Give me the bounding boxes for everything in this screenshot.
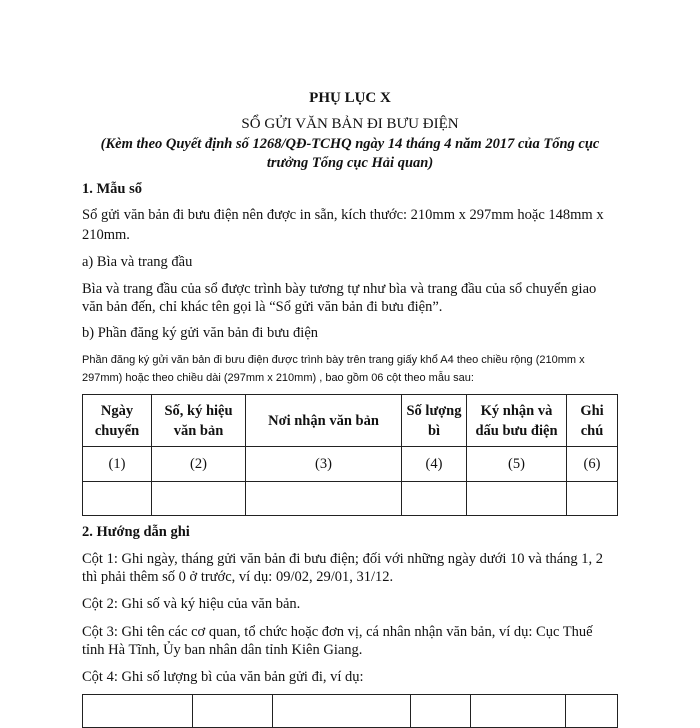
example-table-row <box>83 695 618 728</box>
table-empty-row <box>83 482 618 516</box>
section1-heading: 1. Mẫu sổ <box>82 181 143 197</box>
decision-note-line1: (Kèm theo Quyết định số 1268/QĐ-TCHQ ngày 14 tháng 4 năm 2017 của Tổng cục <box>100 136 600 152</box>
empty-cell <box>566 695 618 728</box>
section1-para1-line1: Sổ gửi văn bản đi bưu điện nên được in sẵn, kích thước: 210mm x 297mm hoặc 148mm x <box>82 207 604 223</box>
empty-cell <box>467 482 567 516</box>
example-table-top-edge <box>82 694 618 728</box>
header-recipient: Nơi nhận văn bản <box>246 395 402 447</box>
col2-guide: Cột 2: Ghi số và ký hiệu của văn bản. <box>82 596 301 612</box>
empty-cell <box>411 695 471 728</box>
column-number: (4) <box>402 447 467 482</box>
col3-line2: tỉnh Hà Tĩnh, Ủy ban nhân dân tỉnh Kiên Giang. <box>82 642 363 658</box>
col1-line1: Cột 1: Ghi ngày, tháng gửi văn bản đi bưu điện; đối với những ngày dưới 10 và tháng 1, 2 <box>82 551 604 567</box>
decision-note-line2: trưởng Tổng cục Hải quan) <box>266 155 434 171</box>
header-date: Ngày chuyển <box>83 395 152 447</box>
section2-heading: 2. Hướng dẫn ghi <box>82 524 190 540</box>
empty-cell <box>152 482 246 516</box>
empty-cell <box>567 482 618 516</box>
empty-cell <box>83 695 193 728</box>
header-note: Ghi chú <box>567 395 618 447</box>
column-number: (1) <box>83 447 152 482</box>
empty-cell <box>193 695 273 728</box>
empty-cell <box>402 482 467 516</box>
section1-sub-a: a) Bìa và trang đầu <box>82 254 193 270</box>
appendix-title: PHỤ LỤC X <box>309 90 391 106</box>
empty-cell <box>471 695 566 728</box>
column-number: (5) <box>467 447 567 482</box>
section1-sub-b: b) Phần đăng ký gửi văn bản đi bưu điện <box>82 325 319 341</box>
table-header-row <box>83 395 618 447</box>
section1-small-line2: 297mm) hoặc theo chiều dài (297mm x 210mm) , bao gồm 06 cột theo mẫu sau: <box>82 372 474 384</box>
header-envelope-count: Số lượng bì <box>402 395 467 447</box>
document-subtitle: SỔ GỬI VĂN BẢN ĐI BƯU ĐIỆN <box>241 116 459 132</box>
section1-small-line1: Phần đăng ký gửi văn bản đi bưu điện được trình bày trên trang giấy khổ A4 theo chiều rộng (210mm x <box>82 354 585 366</box>
header-number-symbol: Số, ký hiệu văn bản <box>152 395 246 447</box>
empty-cell <box>273 695 411 728</box>
col4-guide: Cột 4: Ghi số lượng bì của văn bản gửi đi, ví dụ: <box>82 669 364 685</box>
column-number: (6) <box>567 447 618 482</box>
empty-cell <box>246 482 402 516</box>
table-number-row <box>83 447 618 482</box>
empty-cell <box>83 482 152 516</box>
column-number: (3) <box>246 447 402 482</box>
register-table <box>82 394 618 516</box>
header-post-signature: Ký nhận và dấu bưu điện <box>467 395 567 447</box>
section1-para2-line2: văn bản đến, chỉ khác tên gọi là “Sổ gửi văn bản đi bưu điện”. <box>82 299 443 315</box>
section1-para2-line1: Bìa và trang đầu của sổ được trình bày tương tự như bìa và trang đầu của sổ chuyển giao <box>82 281 597 297</box>
column-number: (2) <box>152 447 246 482</box>
col3-line1: Cột 3: Ghi tên các cơ quan, tổ chức hoặc đơn vị, cá nhân nhận văn bản, ví dụ: Cục Thuế <box>82 624 593 640</box>
col1-line2: thì phải thêm số 0 ở trước, ví dụ: 09/02, 29/01, 31/12. <box>82 569 394 585</box>
section1-para1-line2: 210mm. <box>82 227 130 243</box>
